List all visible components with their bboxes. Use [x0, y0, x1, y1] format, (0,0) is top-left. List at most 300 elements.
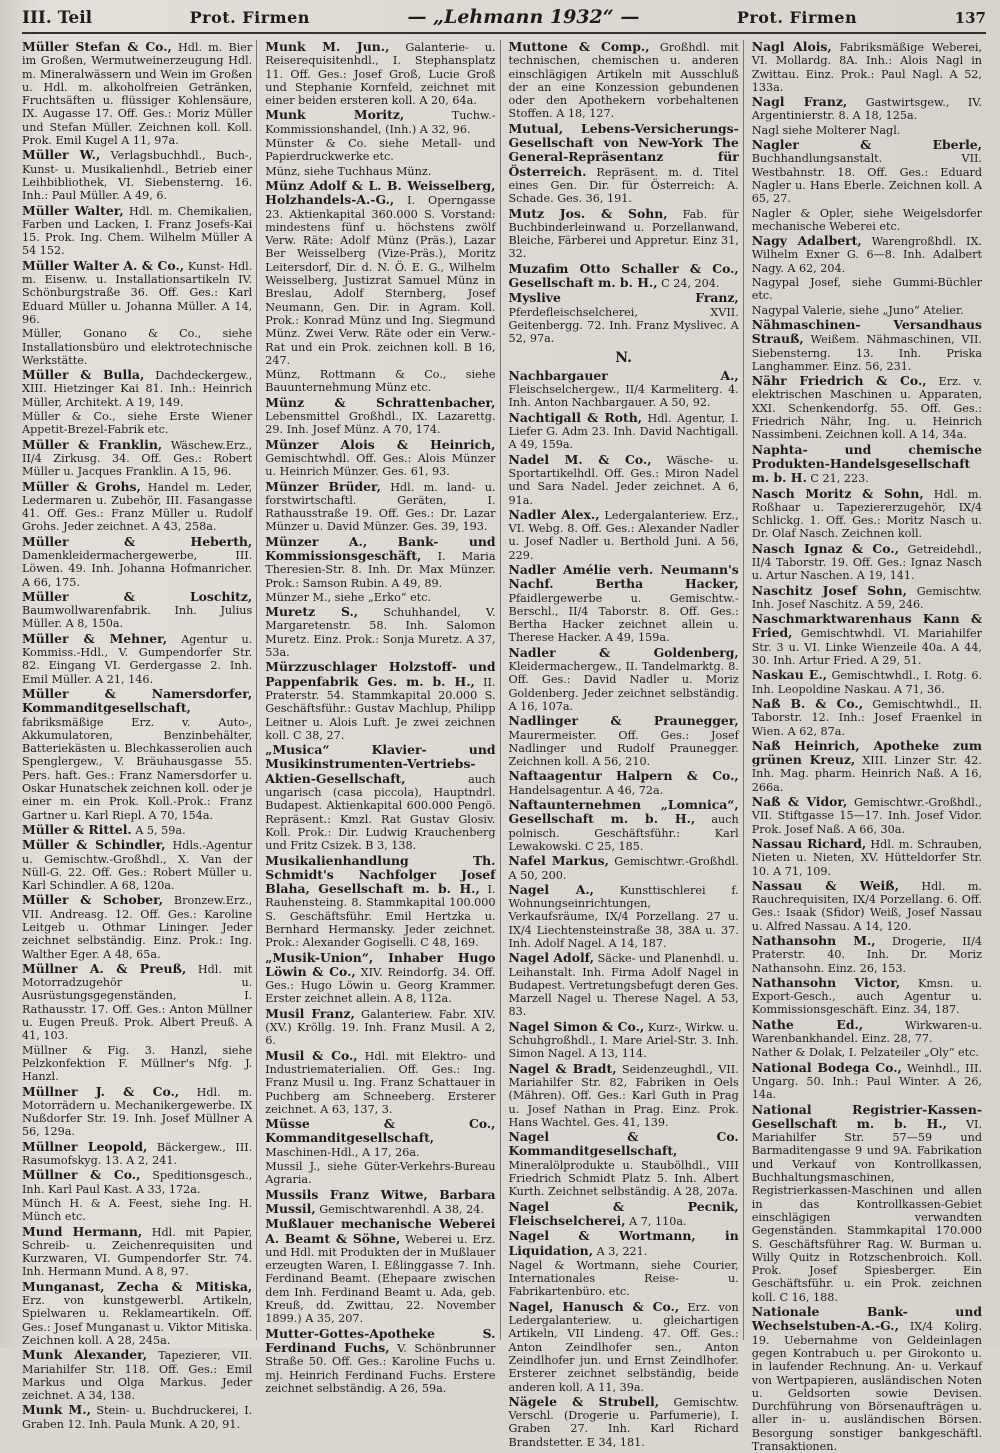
directory-entry	[752, 207, 982, 234]
entry-text: Kmsn. u. Export-Gesch., auch Agentur u. Kommissionsgeschäft. Einz. 34, 187.	[751, 976, 982, 1017]
entry-text: fabriksmäßige Erz. v. Auto-, Akkumulatoren, Benzinbehälter, Batteriekästen u. Blechkasserolien auch Spenglergew., V. Bräuhausgasse 55. Pers. haft. Ges.: Franz Namersdorfer u. Oskar Hunatschek zeichnen koll. oder je einer m. ein Prok. Koll.-Prok.: Franz Gartner u. Karl Riepl. A 70, 154a.	[22, 715, 253, 822]
directory-entry	[265, 660, 495, 742]
entry-text: Müller, Gonano & Co., siehe Installationsbüro und elektrotechnische Werkstätte.	[22, 327, 253, 367]
directory-entry	[265, 1160, 495, 1187]
directory-entry	[752, 40, 982, 94]
entry-text: Kunst- Hdl. m. Eisenw. u. Installationsartikeln IV. Schönburgstraße 36. Off. Ges.: Karl Eduard Müller u. Johanna Müller. A 14, 96.	[22, 259, 253, 326]
entry-text: XIV. Reindorfg. 34. Off. Ges.: Hugo Löwin u. Georg Krammer. Erster zeichnet allein. A 8, 112a.	[265, 965, 496, 1006]
firm-name: Müller Walter,	[22, 202, 124, 218]
firm-name: Mutz Jos. & Sohn,	[508, 205, 668, 221]
directory-entry	[265, 1007, 495, 1048]
entry-text: Erz. von Ledergalanteriew. u. gleichartigen Artikeln, VII Lindeng. 47. Off. Ges.: Anton Zeindlhofer sen., Anton Zeindlhofer jun. und Ernst Zeindlhofer. Ersterer zeichnet selbständig, beide anderen koll. A 11, 39a.	[508, 1300, 739, 1394]
entry-text: IX/4 Kolirg. 19. Uebernahme von Geldeinlagen gegen Kontrabuch u. per Girokonto u. in laufender Rechnung. An- u. Verkauf von Wertpapieren, ausländischen Noten u. Geldsorten sowie Devisen. Durchführung von Börsenaufträgen u. aller in- u. ausländischen Börsen. Besorgung sonstiger bankgeschäftl. Transaktionen.	[751, 1320, 982, 1453]
entry-text: Bronzew.Erz., VII. Andreasg. 12. Off. Ges.: Karoline Leitgeb u. Othmar Lininger. Jeder zeichnet selbständig. Einz. Prok.: Ing. Walther Eger. A 48, 65a.	[22, 894, 253, 961]
directory-entry	[752, 612, 982, 667]
directory-entry	[509, 262, 739, 291]
directory-entry	[509, 369, 739, 410]
entry-text: auch ungarisch (casa piccola), Hauptndrl. Budapest. Aktienkapital 600.000 Pengö. Repräsent.: Kmzl. Rat Gustav Glosiv. Koll. Prok.: Dir. Ludwig Krauchenberg und Fritz Csizek. B 3, 138.	[265, 772, 496, 853]
directory-entry	[752, 276, 982, 303]
firm-name: Müsse & Co., Kommanditgesellschaft,	[265, 1116, 496, 1146]
firm-name: Naftaunternehmen „Lomnica“, Gesellschaft m. b. H.,	[508, 797, 739, 827]
firm-name: National Bodega Co.,	[751, 1059, 902, 1075]
firm-name: Naß & Vidor,	[751, 794, 848, 810]
directory-entry	[265, 605, 495, 659]
entry-text: I. Rauhensteing. 8. Stammkapital 100.000 S. Geschäftsführ. Emil Hertzka u. Bernhard Hermansky. Jeder zeichnet. Prok.: Alexander Gogiselli. C 48, 169.	[265, 883, 496, 950]
entry-text: Buchhandlungsanstalt. VII. Westbahnstr. 18. Off. Ges.: Eduard Nagler u. Hans Eberle. Zeichnen koll. A 65, 27.	[751, 152, 982, 206]
directory-entry	[22, 204, 252, 258]
entry-text: Erz. v. elektrischen Maschinen u. Apparaten, XXI. Schenkendorfg. 55. Off. Ges.: Friedrich Nähr, Ing. u. Heinrich Nassimbeni. Zeichnen koll. A 14, 34a.	[751, 375, 982, 442]
firm-name: Musil & Co.,	[265, 1047, 358, 1063]
firm-name: Nagl Franz,	[751, 94, 848, 110]
entry-text: Pfaidlergewerbe u. Gemischtw.-Berschl., II/4 Taborstr. 8. Off. Ges.: Bertha Hacker zeichnet allein u. Therese Hacker. A 49, 159a.	[508, 591, 739, 645]
firm-name: „Musik-Union“, Inhaber Hugo Löwin & Co.,	[265, 949, 496, 979]
directory-entry	[22, 480, 252, 534]
firm-name: Muretz S.,	[265, 604, 359, 620]
directory-entry	[22, 259, 252, 326]
directory-entry	[752, 584, 982, 612]
firm-name: Mußlauer mechanische Weberei A. Beamt & Söhne,	[265, 1216, 496, 1246]
firm-name: Munk Alexander,	[22, 1347, 148, 1363]
firm-name: Nagel & Bradt,	[508, 1060, 617, 1076]
entry-text: Bäckergew., III. Rasumofskyg. 13. A 2, 241.	[22, 1140, 253, 1168]
entry-text: Hdl. mit Motorradzugehör u. Ausrüstungsgegenständen, I. Rathausstr. 17. Off. Ges.: Anton Müllner u. Eugen Preuß. Prok. Albert Preuß. A 41, 103.	[22, 962, 253, 1043]
left-category: Prot. Firmen	[189, 8, 310, 27]
entry-text: Großhdl. mit technischen, chemischen u. anderen einschlägigen Artikeln mit Ausschluß der an eine Konzession gebundenen oder den Apothekern vorbehaltenen Stoffen. A 18, 127.	[508, 41, 739, 121]
firm-name: Nasch Moritz & Sohn,	[751, 485, 924, 501]
entry-text: Verlagsbuchhdl., Buch-, Kunst- u. Musikalienhdl., Betrieb einer Leihbibliothek, VI. Siebensterng. 16. Inh.: Paul Müller. A 49, 6.	[22, 149, 253, 203]
section-letter: N.	[615, 349, 633, 366]
firm-name: Munganast, Zecha & Mitiska,	[22, 1278, 253, 1294]
entry-text: Maschinen-Hdl., A 17, 26a.	[265, 1145, 420, 1159]
entry-text: Fabriksmäßige Weberei, VI. Mollardg. 8A. Inh.: Alois Nagl in Zwittau. Einz. Prok.: Paul Nagl. A 52, 133a.	[751, 41, 983, 94]
directory-entry	[509, 646, 739, 713]
directory-entry	[265, 40, 495, 107]
entry-text: Kleidermachergew., II. Tandelmarktg. 8. Off. Ges.: David Nadler u. Moriz Goldenberg. Jeder zeichnet selbständig. A 16, 107a.	[508, 660, 739, 713]
firm-name: Müller & Schindler,	[22, 837, 166, 853]
firm-name: Müller Stefan & Co.,	[22, 39, 172, 54]
firm-name: Musikalienhandlung Th. Schmidt's Nachfolger Josef Blaha, Gesellschaft m. b. H.,	[265, 852, 496, 897]
entry-text: Hdls.-Agentur u. Gemischtw.-Großhdl., X. Van der Nüll-G. 22. Off. Ges.: Robert Müller u. Karl Schindler. A 68, 120a.	[22, 839, 253, 893]
directory-entry	[265, 1217, 495, 1325]
directory-entry	[509, 453, 739, 507]
firm-name: Nationale Bank- und Wechselstuben-A.-G.,	[751, 1304, 982, 1334]
firm-name: Nagel, Hanusch & Co.,	[508, 1298, 680, 1314]
directory-entry	[22, 410, 252, 437]
firm-name: Nassau & Weiß,	[751, 877, 899, 893]
directory-entry	[752, 1018, 982, 1046]
entry-text: Seidenzeughdl., VII. Mariahilfer Str. 82, Fabriken in Oels (Mähren). Off. Ges.: Karl Guth in Prag u. Josef Nathan in Prag. Einz. Prok. Hans Wachtel. Ges. 41, 139.	[508, 1062, 739, 1129]
entry-text: VI. Mariahilfer Str. 57—59 und Barmaditengasse 9 und 9A. Fabrikation und Verkauf von Kontrollkassen, Buchhaltungsmaschinen, Registrierkassen-Maschinen und allen in das Kontrollkassen-Gebiet einschlägigen verwandten Gegenständen. Stammkapital 170.000 S. Geschäftsführer Rag. W. Burman u. Willy Quitz in Rotzschenbroich. Koll. Prok. Josef Spiesberger. Ein Geschäftsführ. u. ein Prok. zeichnen koll. C 16, 188.	[751, 1117, 983, 1304]
entry-text: II. Praterstr. 54. Stammkapital 20.000 S. Geschäftsführ.: Gustav Machlup, Philipp Leitner u. Alois Luft. Je zwei zeichnen koll. C 38, 27.	[265, 675, 496, 742]
directory-entry	[509, 1300, 739, 1394]
entry-text: Hdl. m. Rauchrequisiten, IX/4 Porzellang. 6. Off. Ges.: Isaak (Sfidor) Weiß, Josef Nassau u. Alfred Nassau. A 14, 120.	[751, 879, 982, 933]
directory-entry	[509, 951, 739, 1018]
firm-name: Müllner J. & Co.,	[22, 1083, 180, 1099]
directory-entry	[22, 893, 252, 960]
directory-entry	[265, 368, 495, 395]
firm-name: Müller & Rittel.	[22, 821, 132, 837]
entry-text: Münzer M., siehe „Erko“ etc.	[265, 590, 432, 604]
firm-name: Nathansohn M.,	[751, 933, 876, 948]
entry-text: Hdl. mit Papier, Schreib- u. Zeichenrequisiten und Kurzwaren, VI. Gumpendorfer Str. 74. Inh. Hermann Mund. A 8, 97.	[22, 1225, 253, 1279]
firm-name: Münzer A., Bank- und Kommissionsgeschäft,	[265, 533, 496, 563]
entry-text: Gemischtwhdl., II. Taborstr. 12. Inh.: Josef Fraenkel in Wien. A 62, 87a.	[751, 697, 983, 738]
column-3	[508, 39, 744, 1449]
entry-text: Gemischtwr.-Großhdl., VII. Stiftgasse 15—17. Inh. Josef Vidor. Prok. Josef Naß. A 66, 30a.	[751, 796, 982, 836]
entry-text: Nagl siehe Molterer Nagl.	[751, 123, 901, 137]
entry-text: Kurz-, Wirkw. u. Schuhgroßhdl., I. Mare Ariel-Str. 3. Inh. Simon Nagel. A 13, 114.	[508, 1020, 739, 1061]
firm-name: Mund Hermann,	[22, 1223, 143, 1239]
entry-text: Wäschew.Erz., II/4 Zirkusg. 34. Off. Ges.: Robert Müller u. Jacques Franklin. A 15, 96.	[22, 438, 253, 479]
directory-entry	[509, 1130, 739, 1198]
entry-text: Mineralölprodukte u. Staubölhdl., VIII Friedrich Schmidt Platz 5. Inh. Albert Kurth. Zeichnet selbständig. A 28, 207a.	[508, 1158, 739, 1199]
firm-name: Muttone & Comp.,	[508, 39, 650, 54]
entry-text: Fleischselchergew., II/4 Karmeliterg. 4. Inh. Anton Nachbargauer. A 50, 92.	[508, 383, 739, 410]
entry-text: Lebensmittel Großhdl., IX. Lazarettg. 29. Inh. Josef Münz. A 70, 174.	[265, 410, 496, 437]
firm-name: Muzafim Otto Schaller & Co., Gesellschaft m. b. H.,	[508, 260, 739, 291]
firm-name: Nagel & Co. Kommanditgesellschaft,	[508, 1129, 739, 1159]
directory-entry	[22, 1403, 252, 1431]
directory-entry	[752, 304, 982, 317]
directory-entry	[509, 714, 739, 768]
entry-text: Gemischtw. Inh. Josef Naschitz. A 59, 246.	[751, 584, 982, 611]
directory-entry	[752, 234, 982, 275]
entry-text: Nagypal Valerie, siehe „Juno“ Atelier.	[751, 303, 964, 317]
firm-name: Naß B. & Co.,	[751, 695, 864, 711]
entry-text: Warengroßhdl. IX. Wilhelm Exner G. 6—8. Inh. Adalbert Nagy. A 62, 204.	[751, 235, 982, 275]
directory-entry	[22, 1197, 252, 1224]
firm-name: Nasch Ignaz & Co.,	[751, 540, 899, 556]
part-label: III. Teil	[22, 8, 93, 28]
directory-entry	[265, 1327, 495, 1395]
firm-name: Munk Moritz,	[265, 107, 405, 123]
entry-text: Weinhdl., III. Ungarg. 50. Inh.: Paul Winter. A 26, 14a.	[751, 1061, 982, 1102]
entry-text: C 24, 204.	[661, 277, 720, 291]
entry-text: Damenkleidermachergewerbe, III. Löwen. 49. Inh. Johanna Hofmanricher. A 66, 175.	[22, 548, 253, 589]
entry-text: Nagypal Josef, siehe Gummi-Büchler etc.	[751, 276, 982, 303]
directory-entry	[752, 668, 982, 696]
directory-entry	[509, 207, 739, 261]
firm-name: Nassau Richard,	[751, 835, 867, 851]
entry-text: Münch H. & A. Feest, siehe Ing. H. Münch etc.	[22, 1196, 253, 1224]
directory-entry	[752, 374, 982, 441]
entry-text: I. Operngasse 23. Aktienkapital 360.000 S. Vorstand: mindestens fünf u. höchstens zwölf Verw. Räte: Adolf Münz (Präs.), Lazar Ber Weisselberg (Vize-Präs.), Moritz Leitersdorf, Dir. d. N. Ö. E. G., Wilhelm Weisselberg, Justizrat Samuel Münz in Breslau, Adolf Sternberg, Josef Neumann, Gen. Dir. in Agram. Koll. Prok.: Konrad Münz und Ing. Siegmund Münz. Zwei Verw. Räte oder ein Verw.-Rat und ein Prok. zeichnen koll. B 16, 247.	[265, 194, 496, 367]
column-4	[751, 39, 986, 1453]
column-1	[22, 39, 257, 1431]
entry-text: Hdl. m. Motorrädern u. Mechanikergewerbe. IX Nußdorfer Str. 19. Inh. Josef Müllner A 56, 129a.	[22, 1085, 253, 1139]
directory-entry	[509, 883, 739, 950]
directory-entry	[265, 438, 495, 479]
entry-text: Baumwollwarenfabrik. Inh. Julius Müller. A 8, 150a.	[22, 604, 253, 631]
entry-text: Galanterie- u. Reiserequisitenhdl., I. Stephansplatz 11. Off. Ges.: Josef Groß, Lucie Groß und Stephanie Kornfeld, zeichnet mit einer beiden ersteren koll. A 20, 64a.	[265, 41, 496, 108]
entry-text: Hdl. m. land- u. forstwirtschaftl. Geräten, I. Rathausstraße 19. Off. Ges.: Dr. Lazar Münzer u. David Münzer. Ges. 39, 193.	[265, 480, 496, 534]
firm-name: Müller & Mehner,	[22, 630, 168, 646]
firm-name: National Registrier-Kassen-Gesellschaft m. b. H.,	[751, 1101, 982, 1131]
entry-text: C 21, 223.	[810, 472, 869, 486]
directory-entry	[265, 535, 495, 590]
entry-text: Wäsche- u. Sportartikelhdl. Off. Ges.: Miron Nadel und Sara Nadel. Jeder zeichnet. A 6, 91a.	[508, 453, 739, 507]
entry-text: Drogerie, II/4 Praterstr. 40. Inh. Dr. Moriz Nathansohn. Einz. 26, 153.	[751, 935, 982, 975]
entry-text: Handel m. Leder, Ledermaren u. Zubehör, III. Fasangasse 41. Off. Ges.: Franz Müller u. Rudolf Grohs. Jeder zeichnet. A 43, 258a.	[22, 480, 253, 534]
entry-text: Erz. von kunstgewerbl. Artikeln, Spielwaren u. Reklameartikeln. Off. Ges.: Josef Munganast u. Viktor Mitiska. Zeichnen koll. A 28, 245a.	[22, 1294, 253, 1347]
entry-text: Hdl. m. Roßhaar u. Tapeziererzugehör, IX/4 Schlickg. 1. Off. Ges.: Moritz Nasch u. Dr. Olaf Nasch. Zeichnen koll.	[751, 487, 982, 541]
directory-entry	[752, 1305, 982, 1453]
entry-text: V. Schönbrunner Straße 50. Off. Ges.: Karoline Fuchs u. mj. Heinrich Ferdinand Fuchs. Erstere zeichnet selbständig. A 26, 59a.	[265, 1341, 496, 1395]
directory-entry	[22, 590, 252, 631]
column-2	[265, 39, 500, 1395]
directory-entry	[752, 879, 982, 933]
firm-name: Nathansohn Victor,	[751, 974, 901, 990]
entry-text: Weißem. Nähmaschinen, VII. Siebensterng. 13. Inh. Priska Langhammer. Einz. 56, 231.	[751, 333, 982, 373]
entry-text: Mussil J., siehe Güter-Verkehrs-Bureau Agraria.	[265, 1160, 496, 1187]
directory-entry	[22, 632, 252, 686]
entry-text: Säcke- und Planenhdl. u. Leihanstalt. Inh. Firma Adolf Nagel in Budapest. Vertretungsbefugt deren Ges. Marzell Nagel u. Therese Nagel. A 53, 83.	[508, 952, 739, 1019]
directory-entry	[265, 951, 495, 1006]
directory-entry	[22, 1044, 252, 1084]
entry-text: A 5, 59a.	[135, 823, 186, 837]
firm-name: Müllner & Co.,	[22, 1167, 141, 1183]
entry-text: Schuhhandel, V. Margaretenstr. 58. Inh. Salomon Muretz. Einz. Prok.: Sonja Muretz. A 37, 53a.	[265, 606, 496, 660]
entry-text: Nagler & Opler, siehe Weigelsdorfer mechanische Weberei etc.	[751, 206, 982, 233]
directory-entry	[509, 291, 739, 345]
directory-entry	[509, 122, 739, 206]
directory-entry	[509, 798, 739, 853]
entry-text: Gemischtw. Verschl. (Drogerie u. Parfumerie), I. Graben 27. Inh. Karl Richard Brandstetter. E 34, 181.	[508, 1395, 739, 1449]
firm-name: Nachbargauer A.,	[508, 367, 739, 383]
directory-entry	[22, 535, 252, 589]
firm-name: Münzer Brüder,	[265, 478, 381, 494]
firm-name: Nathe Ed.,	[751, 1016, 864, 1032]
directory-entry	[265, 1117, 495, 1159]
entry-text: A 7, 110a.	[629, 1214, 687, 1228]
firm-name: Münz & Schrattenbacher,	[265, 394, 496, 410]
firm-name: Nadler Amélie verh. Neumann's Nachf. Bertha Hacker,	[508, 561, 739, 592]
directory-entry	[22, 1168, 252, 1196]
entry-text: Münz, Rottmann & Co., siehe Bauunternehmung Münz etc.	[265, 368, 496, 395]
directory-entry	[509, 1229, 739, 1258]
entry-text: Hdl. m. Chemikalien, Farben und Lacken, I. Franz Josefs-Kai 15. Prok. Ing. Chem. Wilhelm Müller A 54 152.	[22, 204, 253, 258]
directory-entry	[752, 976, 982, 1017]
entry-text: auch polnisch. Geschäftsführ.: Karl Lewakowski. C 25, 185.	[508, 813, 739, 853]
entry-text: Hdl. m. Bier im Großen, Wermutweinerzeugung Hdl. m. Mineralwässern und Wein im Großen u. Hdl. m. alkoholfreien Getränken, Fruchtsäften u. flüssiger Kohlensäure, IX. Augasse 17. Off. Ges.: Moriz Müller und Stefan Müller. Zeichnen koll. Koll. Prok. Emil Kugel A 11, 97a.	[22, 41, 253, 148]
directory-entry	[22, 838, 252, 892]
entry-text: Münz, siehe Tuchhaus Münz.	[265, 164, 432, 178]
directory-entry	[265, 854, 495, 950]
entry-text: Kunsttischlerei f. Wohnungseinrichtungen, Verkaufsräume, IX/4 Porzellang. 27 u. IX/4 Liechtensteinstraße 38, 38A u. 37. Inh. Adolf Nagel. A 14, 187.	[508, 883, 739, 950]
firm-name: Müllner Leopold,	[22, 1138, 148, 1154]
firm-name: Nafel Markus,	[508, 853, 609, 869]
firm-name: Nagel A.,	[508, 881, 594, 897]
page-header	[22, 6, 986, 34]
right-category: Prot. Firmen	[736, 8, 858, 27]
firm-name: Müller & Grohs,	[22, 478, 141, 494]
entry-text: Hdl. Agentur, I. Liefer G. Adm 23. Inh. David Nachtigall. A 49, 159a.	[508, 411, 739, 452]
firm-name: Mutter-Gottes-Apotheke S. Ferdinand Fuchs,	[265, 1325, 496, 1355]
firm-name: Mürzzuschlager Holzstoff- und Pappenfabrik Ges. m. b. H.,	[265, 659, 496, 689]
directory-entry	[752, 487, 982, 541]
entry-text: Tapezierer, VII. Mariahilfer Str. 118. Off. Ges.: Emil Markus und Olga Markus. Jeder zeichnet. A 34, 138.	[22, 1349, 253, 1403]
firm-name: Müller Walter A. & Co.,	[22, 257, 185, 273]
directory-entry	[752, 138, 982, 205]
entry-text: Ledergalanteriew. Erz., VI. Webg. 8. Off. Ges.: Alexander Nadler u. Josef Nadler u. Berthold Juni. A 56, 229.	[508, 508, 739, 562]
entry-text: Gemischtwhdl. Off. Ges.: Alois Münzer u. Heinrich Münzer. Ges. 61, 93.	[265, 451, 496, 479]
firm-name: Nägele & Strubell,	[508, 1393, 660, 1409]
directory-entry	[752, 542, 982, 583]
firm-name: Nadler Alex.,	[508, 506, 600, 522]
firm-name: Müller & Franklin,	[22, 436, 163, 452]
firm-name: Nagel Adolf,	[508, 950, 595, 966]
entry-text: Gastwirtsgew., IV. Argentinierstr. 8. A 18, 125a.	[751, 96, 982, 123]
entry-text: Dachdeckergew., XIII. Hietzinger Kai 81. Inh.: Heinrich Müller, Architekt. A 19, 149.	[22, 369, 253, 409]
directory-entry	[509, 1062, 739, 1129]
firm-name: Nagel & Pecnik, Fleischselcherei,	[508, 1198, 739, 1228]
directory-entry	[509, 769, 739, 797]
firm-name: Nachtigall & Roth,	[508, 409, 643, 425]
firm-name: Nähmaschinen- Versandhaus Strauß,	[751, 316, 982, 347]
firm-name: Nagel Simon & Co.,	[508, 1018, 645, 1034]
firm-name: Naskau E.,	[751, 667, 828, 683]
entry-text: Agentur u. Kommiss.-Hdl., V. Gumpendorfer Str. 82. Eingang VI. Gerdergasse 2. Inh. Emil Müller. A 21, 146.	[22, 632, 253, 686]
directory-entry	[265, 743, 495, 852]
directory-entry	[509, 411, 739, 452]
entry-text: Speditionsgesch., Inh. Karl Paul Kast. A 33, 172a.	[22, 1169, 253, 1196]
firm-name: Munk M. Jun.,	[265, 39, 390, 54]
directory-entry	[509, 1259, 739, 1299]
entry-text: Gemischtwr.-Großhdl. A 50, 200.	[508, 855, 739, 882]
directory-entry	[22, 148, 252, 202]
directory-entry	[22, 1225, 252, 1279]
directory-entry	[752, 934, 982, 975]
firm-name: Müllner A. & Preuß,	[22, 960, 187, 976]
firm-name: Müller & Loschitz,	[22, 588, 253, 604]
entry-text: Müllner & Fig. 3. Hanzl, siehe Pelzkonfektion F. Müllner's Nfg. J. Hanzl.	[22, 1043, 253, 1084]
firm-name: Münz Adolf & L. B. Weisselberg, Holzhandels-A.-G.,	[265, 177, 496, 208]
firm-name: Mussils Franz Witwe, Barbara Mussil,	[265, 1186, 496, 1216]
directory-entry	[752, 837, 982, 878]
firm-name: Naschitz Josef Sohn,	[751, 582, 907, 598]
directory-entry	[752, 795, 982, 836]
directory-entry	[509, 1200, 739, 1229]
page-number: 137	[954, 9, 986, 27]
directory-entry	[265, 591, 495, 604]
entry-text: Weberei u. Erz. und Hdl. mit Produkten der in Mußlauer erzeugten Waren, I. Eßlinggasse 7. Inh. Ferdinand Beamt. (Ehepaare zwischen dem Inh. Ferdinand Beamt u. Ada, geb. Kreuß, dd. Zwittau, 22. November 1899.) A 35, 207.	[265, 1232, 496, 1326]
directory-entry	[22, 40, 252, 147]
directory-entry	[752, 1061, 982, 1102]
entry-text: A 3, 221.	[596, 1244, 648, 1258]
directory-entry	[265, 1188, 495, 1217]
directory-entry	[22, 1280, 252, 1347]
firm-name: Naß Heinrich, Apotheke zum grünen Kreuz,	[751, 737, 982, 768]
entry-text: Hdl. mit Elektro- und Industriematerialien. Off. Ges.: Ing. Franz Musil u. Ing. Franz Schattauer in Puchberg am Schneeberg. Ersterer zeichnet. A 63, 137, 3.	[265, 1049, 496, 1116]
directory-entry	[509, 563, 739, 645]
firm-name: Nagel & Wortmann, in Liquidation,	[508, 1228, 739, 1258]
entry-text: Pferdefleischselcherei, XVII. Geitenbergg. 72. Inh. Franz Myslivec. A 52, 97a.	[508, 305, 739, 346]
firm-name: Müller & Namersdorfer, Kommanditgesellschaft,	[22, 685, 253, 716]
entry-text: Wirkwaren-u. Warenbankhandel. Einz. 28, 77.	[751, 1018, 982, 1046]
directory-entry	[265, 396, 495, 437]
directory-entry	[22, 1085, 252, 1139]
firm-name: Nagler & Eberle,	[751, 137, 982, 153]
firm-name: Naphta- und chemische Produkten-Handelsgesellschaft m. b. H.	[751, 441, 982, 486]
directory-entry	[752, 1046, 982, 1059]
directory-entry	[752, 739, 982, 794]
firm-name: Müller W.,	[22, 147, 101, 163]
entry-text: Stein- u. Buchdruckerei, I. Graben 12. Inh. Paula Munk. A 20, 91.	[22, 1404, 253, 1431]
directory-entry	[265, 1049, 495, 1116]
firm-name: Mutual, Lebens-Versicherungs-Gesellschaft von New-York The General-Repräsentanz für Österreich.	[508, 120, 739, 179]
entry-text: Gemischtwhdl. VI. Mariahilfer Str. 3 u. VI. Linke Wienzeile 40a. A 44, 30. Inh. Artur Fried. A 29, 51.	[751, 627, 982, 668]
directory-entry	[22, 368, 252, 409]
firm-name: Müller & Heberth,	[22, 533, 253, 549]
directory-entry	[752, 95, 982, 123]
firm-name: Musil Franz,	[265, 1005, 355, 1021]
firm-name: Nadel M. & Co.,	[508, 451, 652, 467]
firm-name: Nagy Adalbert,	[751, 233, 862, 249]
firm-name: Nagl Alois,	[751, 39, 832, 54]
directory-entry	[265, 179, 495, 367]
entry-text: Galanteriew. Fabr. XIV. (XV.) Kröllg. 19. Inh. Franz Musil. A 2, 6.	[265, 1007, 496, 1048]
entry-text: Tuchw.-Kommissionshandel, (Inh.) A 32, 96.	[265, 109, 496, 136]
entry-text: Gemischtwhdl., I. Rotg. 6. Inh. Leopoldine Naskau. A 71, 36.	[751, 669, 982, 696]
entry-text: XIII. Linzer Str. 42. Inh. Mag. pharm. Heinrich Naß. A 16, 266a.	[751, 754, 982, 794]
firm-name: Müller & Schober,	[22, 892, 164, 908]
directory-entry	[752, 124, 982, 137]
firm-name: Nähr Friedrich & Co.,	[751, 373, 927, 389]
entry-text: Repräsent. m. d. Titel eines Gen. Dir. für Österreich: A. Schade. Ges. 36, 191.	[508, 165, 739, 206]
directory-entry	[22, 438, 252, 479]
firm-name: Munk M.,	[22, 1402, 91, 1418]
firm-name: Münzer Alois & Heinrich,	[265, 436, 496, 452]
directory-entry	[752, 1103, 982, 1304]
directory-entry	[22, 962, 252, 1043]
entry-text: Münster & Co. siehe Metall- und Papierdruckwerke etc.	[265, 137, 496, 164]
entry-text: Nather & Dolak, I. Pelzateiler „Oly“ etc.	[751, 1046, 979, 1060]
firm-name: Naftaagentur Halpern & Co.,	[508, 768, 739, 784]
entry-text: Fab. für Buchbinderleinwand u. Porzellanwand, Bleiche, Färberei und Appretur. Einz 31, 32.	[508, 207, 739, 261]
firm-name: Müller & Bulla,	[22, 367, 145, 383]
firm-name: Nadlinger & Praunegger,	[508, 713, 739, 729]
directory-entry	[509, 40, 739, 121]
directory-entry	[752, 443, 982, 486]
directory-entry	[509, 854, 739, 882]
directory-entry	[22, 327, 252, 367]
firm-name: Nadler & Goldenberg,	[508, 644, 739, 660]
directory-entry	[265, 165, 495, 178]
entry-text: Gemischtwarenhdl. A 38, 24.	[319, 1202, 484, 1216]
directory-entry	[22, 1348, 252, 1402]
firm-name: „Musica“ Klavier- und Musikinstrumenten-Vertriebs-Aktien-Gesellschaft,	[265, 742, 496, 786]
directory-entry	[22, 1140, 252, 1168]
directory-entry	[509, 1020, 739, 1061]
directory-entry	[752, 318, 982, 373]
entry-text: I. Maria Theresien-Str. 8. Inh. Dr. Max Münzer. Prok.: Samson Rubin. A 49, 89.	[265, 549, 496, 590]
entry-text: Handelsagentur. A 46, 72a.	[508, 783, 664, 797]
entry-text: Müller & Co., siehe Erste Wiener Appetit-Brezel-Fabrik etc.	[22, 410, 253, 437]
entry-text: Hdl. m. Schrauben, Nieten u. Nieten, XV. Hütteldorfer Str. 10. A 71, 109.	[751, 837, 983, 878]
firm-name: Myslive Franz,	[508, 290, 739, 306]
directory-entry	[22, 687, 252, 822]
firm-name: Naschmarktwarenhaus Kann & Fried,	[751, 611, 982, 641]
directory-entry	[265, 108, 495, 136]
directory-entry	[752, 697, 982, 738]
directory-entry	[265, 137, 495, 164]
directory-entry	[509, 1395, 739, 1449]
columns	[22, 39, 986, 1453]
entry-text: Nagel & Wortmann, siehe Courier, Internationales Reise- u. Fabrikartenbüro. etc.	[508, 1258, 739, 1299]
directory-entry	[22, 823, 252, 837]
directory-entry	[509, 508, 739, 562]
publication-title: — „Lehmann 1932“ —	[407, 6, 640, 28]
